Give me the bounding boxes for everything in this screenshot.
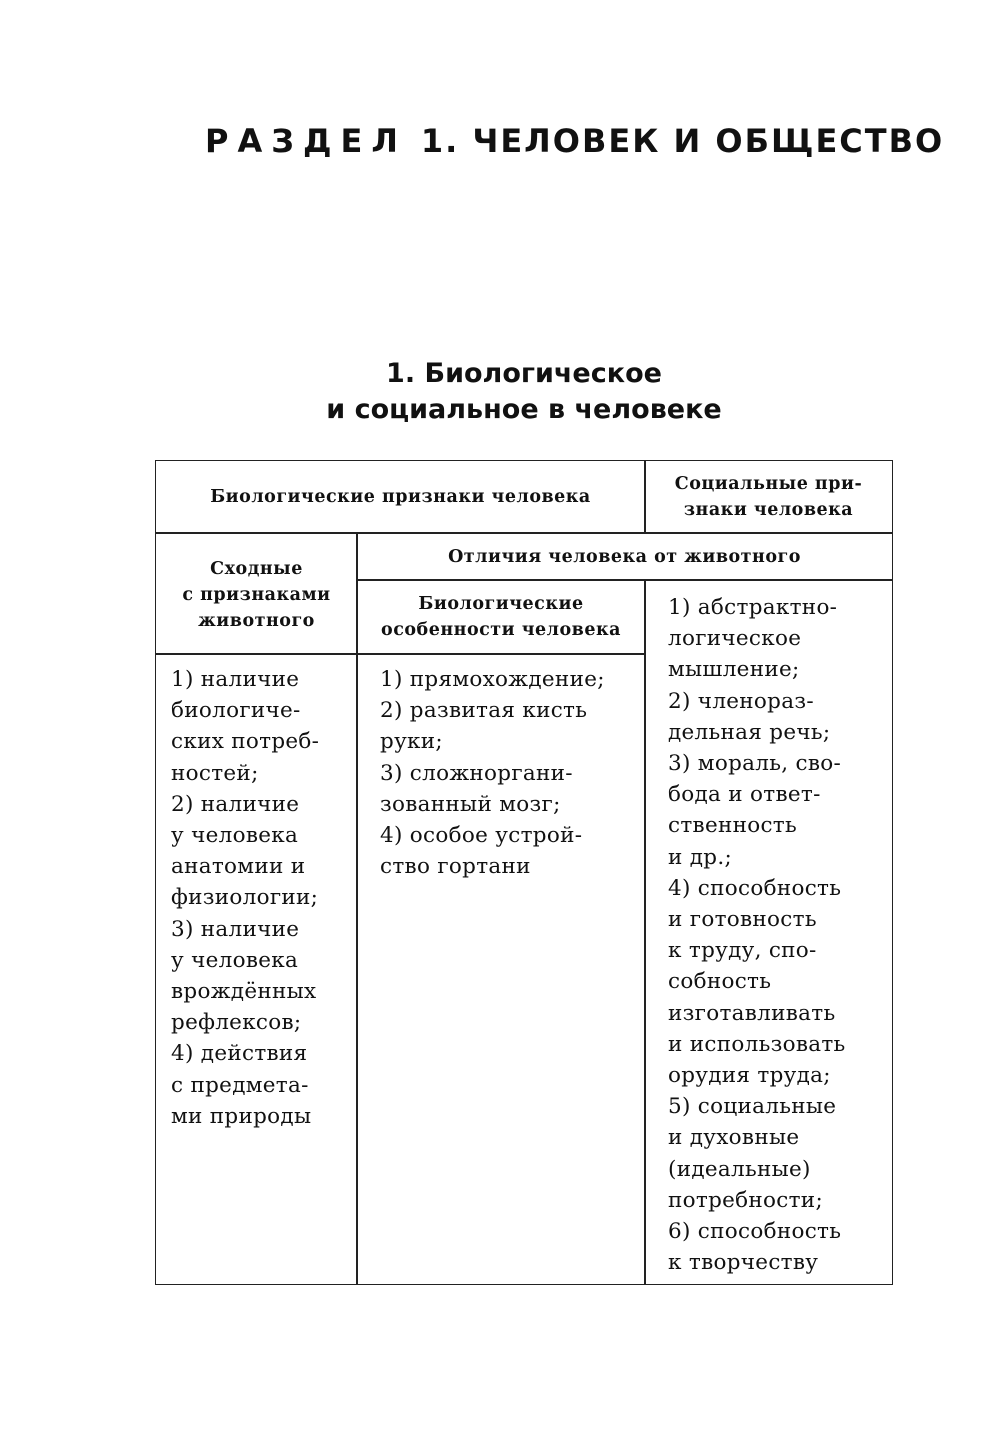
header-differences: Отличия человека от животного [356, 532, 893, 581]
bio-features-list: 1) прямохождение; 2) развитая кисть руки; 3) сложноргани- зованный мозг; 4) особое устрой- ство гортани [356, 653, 646, 1285]
header-bio-features: Биологические особенности человека [356, 579, 646, 655]
header-social-signs: Социальные при- знаки человека [644, 460, 893, 534]
social-signs-list: 1) абстрактно- логическое мышление; 2) членораз- дельная речь; 3) мораль, сво- бода и ответ- ственность и др.; 4) способность и готовность к труду, спо- собность изготавливать и использовать орудия труда; 5) социальные и духовные (идеальные) потребности; 6) способность к творчеству [644, 579, 893, 1285]
section-title [0, 122, 1000, 160]
header-bio-signs: Биологические признаки человека [155, 460, 646, 534]
header-similar: Сходные с признаками животного [155, 532, 358, 655]
similar-signs-list: 1) наличие биологиче- ских потреб- ностей; 2) наличие у человека анатомии и физиологии; 3) наличие у человека врождённых рефлексов; 4) действия с предмета- ми природы [155, 653, 358, 1285]
section-name: 1. ЧЕЛОВЕК И ОБЩЕСТВО [420, 122, 945, 160]
topic-title: 1. Биологическое и социальное в человеке [326, 358, 722, 425]
section-prefix: РАЗДЕЛ [205, 122, 407, 160]
